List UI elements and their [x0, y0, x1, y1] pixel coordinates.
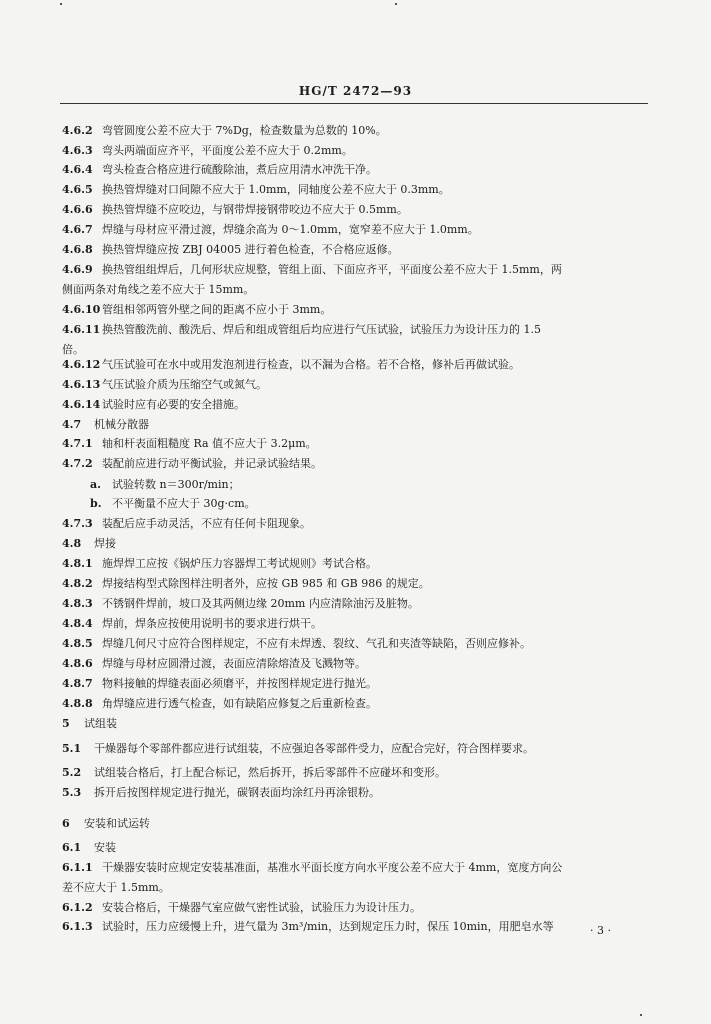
clause-text: 拆开后按图样规定进行抛光，碳钢表面均涂红丹再涂银粉。 — [94, 786, 380, 799]
header-rule — [60, 103, 648, 104]
clause-text: 安装和试运转 — [84, 817, 150, 830]
clause-number: 4.7.1 — [62, 437, 93, 450]
clause-text: 换热管酸洗前、酸洗后、焊后和组成管组后均应进行气压试验，试验压力为设计压力的 1.5 — [102, 323, 541, 336]
text-line — [62, 557, 377, 571]
clause-number: 4.6.2 — [62, 124, 93, 137]
text-line — [62, 283, 254, 297]
text-line — [62, 263, 562, 277]
clause-number: 5.3 — [62, 786, 82, 799]
clause-text: 试组装合格后，打上配合标记，然后拆开，拆后零部件不应碰坏和变形。 — [94, 766, 446, 779]
clause-number: 4.7.2 — [62, 457, 93, 470]
clause-text: 装配后应手动灵活，不应有任何卡阻现象。 — [102, 517, 311, 530]
clause-number: 4.8.3 — [62, 597, 93, 610]
clause-text: 轴和杆表面粗糙度 Ra 值不应大于 3.2μm。 — [102, 437, 317, 450]
clause-text: 焊前，焊条应按使用说明书的要求进行烘干。 — [102, 617, 322, 630]
clause-number: a. — [90, 478, 101, 491]
clause-number: 5 — [62, 717, 70, 730]
clause-text: 试验转数 n＝300r/min； — [112, 478, 240, 491]
clause-text: 焊缝与母材应平滑过渡，焊缝余高为 0～1.0mm，宽窄差不应大于 1.0mm。 — [102, 223, 479, 236]
text-line — [62, 717, 117, 731]
clause-number: 6.1 — [62, 841, 82, 854]
text-line — [62, 920, 554, 934]
text-line — [62, 742, 534, 756]
clause-number: 6.1.1 — [62, 861, 93, 874]
clause-text: 差不应大于 1.5mm。 — [62, 881, 170, 894]
text-line — [62, 398, 245, 412]
text-line — [62, 378, 267, 392]
clause-text: 焊接 — [94, 537, 116, 550]
text-line — [62, 323, 541, 337]
clause-number: 4.6.14 — [62, 398, 101, 411]
text-line — [62, 183, 450, 197]
text-line — [62, 358, 520, 372]
clause-text: 焊缝与母材应圆滑过渡，表面应清除熔渣及飞溅物等。 — [102, 657, 366, 670]
clause-text: 倍。 — [62, 343, 84, 356]
clause-number: 5.1 — [62, 742, 82, 755]
clause-text: 角焊缝应进行透气检查，如有缺陷应修复之后重新检查。 — [102, 697, 377, 710]
clause-text: 弯头检查合格应进行硫酸除油，煮后应用清水冲洗干净。 — [102, 163, 377, 176]
clause-number: 4.8.4 — [62, 617, 93, 630]
clause-text: 换热管焊缝对口间隙不应大于 1.0mm，同轴度公差不应大于 0.3mm。 — [102, 183, 450, 196]
clause-text: 侧面两条对角线之差不应大于 15mm。 — [62, 283, 255, 296]
clause-number: 4.6.10 — [62, 303, 101, 316]
text-line — [62, 697, 377, 711]
clause-text: 不锈钢件焊前，坡口及其两侧边缘 20mm 内应清除油污及脏物。 — [102, 597, 419, 610]
text-line — [62, 901, 421, 915]
text-line — [62, 124, 387, 138]
clause-number: 4.6.11 — [62, 323, 101, 336]
clause-number: 4.6.6 — [62, 203, 93, 216]
text-line — [62, 786, 380, 800]
clause-text: 试验时，压力应缓慢上升，进气量为 3m³/min，达到规定压力时，保压 10min，用肥皂水等 — [102, 920, 554, 933]
text-line — [62, 343, 84, 357]
text-line — [62, 144, 353, 158]
clause-number: 4.8.2 — [62, 577, 93, 590]
text-line — [90, 497, 256, 511]
text-line — [62, 303, 331, 317]
text-line — [90, 478, 240, 492]
clause-text: 管组相邻两管外壁之间的距离不应小于 3mm。 — [102, 303, 332, 316]
clause-number: 4.8.6 — [62, 657, 93, 670]
clause-number: 4.7 — [62, 418, 82, 431]
clause-number: 6.1.3 — [62, 920, 93, 933]
clause-text: 装配前应进行动平衡试验，并记录试验结果。 — [102, 457, 322, 470]
text-line — [62, 223, 479, 237]
clause-text: 弯管圆度公差不应大于 7%Dg，检查数量为总数的 10%。 — [102, 124, 387, 137]
clause-text: 试组装 — [84, 717, 117, 730]
clause-text: 弯头两端面应齐平，平面度公差不应大于 0.2mm。 — [102, 144, 353, 157]
clause-text: 安装 — [94, 841, 116, 854]
clause-number: 4.7.3 — [62, 517, 93, 530]
text-line — [62, 203, 408, 217]
clause-text: 施焊焊工应按《锅炉压力容器焊工考试规则》考试合格。 — [102, 557, 377, 570]
clause-number: 6 — [62, 817, 70, 830]
text-line — [62, 677, 377, 691]
clause-number: 4.6.5 — [62, 183, 93, 196]
text-line — [62, 657, 366, 671]
clause-number: 4.8.7 — [62, 677, 93, 690]
clause-text: 换热管焊缝不应咬边，与钢带焊接钢带咬边不应大于 0.5mm。 — [102, 203, 408, 216]
clause-number: 4.6.12 — [62, 358, 101, 371]
clause-text: 机械分散器 — [94, 418, 149, 431]
text-line — [62, 163, 377, 177]
clause-text: 焊缝几何尺寸应符合图样规定，不应有未焊透、裂纹、气孔和夹渣等缺陷，否则应修补。 — [102, 637, 531, 650]
clause-number: 4.8.1 — [62, 557, 93, 570]
text-line — [62, 617, 322, 631]
clause-number: 4.8.5 — [62, 637, 93, 650]
clause-number: 6.1.2 — [62, 901, 93, 914]
text-line — [62, 457, 322, 471]
text-line — [62, 861, 562, 875]
clause-number: 4.6.8 — [62, 243, 93, 256]
text-line — [62, 766, 446, 780]
clause-text: 气压试验可在水中或用发泡剂进行检查，以不漏为合格。若不合格，修补后再做试验。 — [102, 358, 520, 371]
clause-number: 4.8.8 — [62, 697, 93, 710]
clause-text: 干燥器安装时应规定安装基准面，基准水平面长度方向水平度公差不应大于 4mm，宽度方向公 — [102, 861, 563, 874]
page-number: · 3 · — [590, 924, 611, 937]
standard-header: HG/T 2472—93 — [298, 84, 413, 98]
clause-number: 4.6.7 — [62, 223, 93, 236]
clause-text: 气压试验介质为压缩空气或氮气。 — [102, 378, 267, 391]
clause-text: 试验时应有必要的安全措施。 — [102, 398, 245, 411]
clause-text: 干燥器每个零部件都应进行试组装，不应强迫各零部件受力，应配合完好，符合图样要求。 — [94, 742, 534, 755]
clause-text: 换热管焊缝应按 ZBJ 04005 进行着色检查，不合格应返修。 — [102, 243, 399, 256]
scan-speck — [60, 3, 62, 5]
text-line — [62, 637, 531, 651]
clause-number: 5.2 — [62, 766, 82, 779]
text-line — [62, 577, 430, 591]
clause-text: 换热管组组焊后，几何形状应规整，管组上面、下面应齐平，平面度公差不应大于 1.5mm，两 — [102, 263, 562, 276]
clause-number: 4.6.4 — [62, 163, 93, 176]
clause-text: 焊接结构型式除图样注明者外，应按 GB 985 和 GB 986 的规定。 — [102, 577, 430, 590]
clause-number: b. — [90, 497, 102, 510]
text-line — [62, 243, 399, 257]
clause-number: 4.8 — [62, 537, 82, 550]
text-line — [62, 517, 311, 531]
clause-text: 安装合格后，干燥器气室应做气密性试验，试验压力为设计压力。 — [102, 901, 421, 914]
text-line — [62, 817, 150, 831]
text-line — [62, 881, 170, 895]
scan-speck — [395, 3, 397, 5]
text-line — [62, 597, 419, 611]
clause-number: 4.6.3 — [62, 144, 93, 157]
text-line — [62, 418, 149, 432]
clause-number: 4.6.13 — [62, 378, 101, 391]
text-line — [62, 841, 116, 855]
text-line — [62, 437, 317, 451]
clause-number: 4.6.9 — [62, 263, 93, 276]
clause-text: 物料接触的焊缝表面必须磨平，并按图样规定进行抛光。 — [102, 677, 377, 690]
scan-speck — [640, 1014, 642, 1016]
clause-text: 不平衡量不应大于 30g·cm。 — [112, 497, 256, 510]
text-line — [62, 537, 116, 551]
